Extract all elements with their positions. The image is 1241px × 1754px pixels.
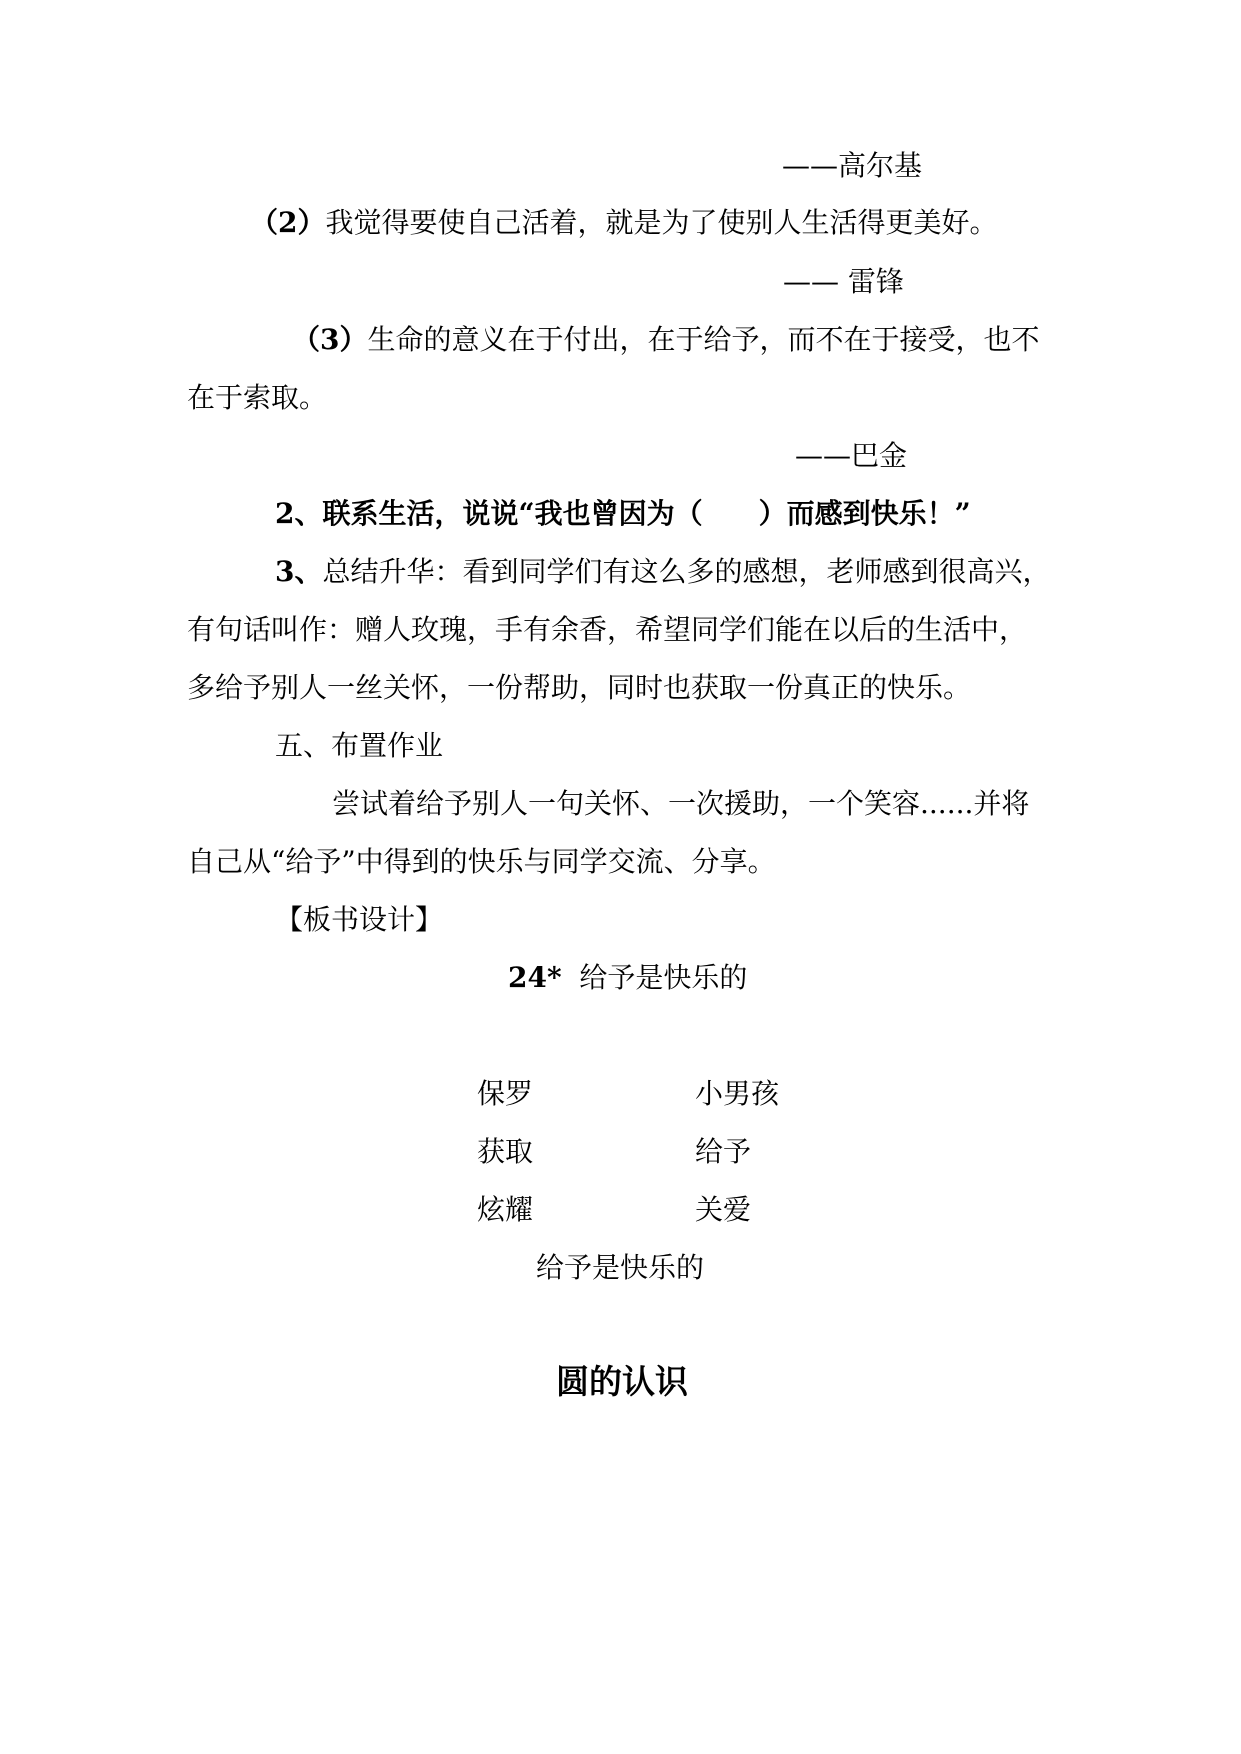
quote3-attribution: ——巴金 [795,439,908,472]
board-conclusion: 给予是快乐的 [536,1251,705,1284]
quote1-attribution: ——高尔基 [782,149,923,182]
board-title-number: 24* [508,961,562,994]
step2-number: 2、 [275,497,323,530]
homework-line1: 尝试着给予别人一句关怀、一次援助，一个笑容......并将 [332,787,1030,820]
quote3-number: （3） [292,323,368,356]
quote3-paragraph [292,320,1040,360]
quote2-number: （2） [250,206,326,239]
step3-number: 3、 [275,555,323,588]
step3-line2: 有句话叫作：赠人玫瑰，手有余香，希望同学们能在以后的生活中， [187,613,1028,646]
board-title-text: 给予是快乐的 [579,961,748,994]
board-row-right: 小男孩 [695,1077,780,1110]
quote2-attribution: —— 雷锋 [783,265,904,298]
step3-line3: 多给予别人一丝关怀，一份帮助，同时也获取一份真正的快乐。 [187,671,972,704]
next-lesson-title: 圆的认识 [556,1362,688,1401]
board-row-right: 关爱 [695,1193,752,1226]
board-row-left: 获取 [477,1135,534,1168]
board-row-left: 保罗 [477,1077,534,1110]
board-row-right: 给予 [695,1135,752,1168]
homework-line2: 自己从“给予”中得到的快乐与同学交流、分享。 [187,845,776,878]
step3-paragraph [275,552,1051,592]
quote3-line2: 在于索取。 [187,381,328,414]
homework-heading: 五、布置作业 [275,729,444,762]
quote3-line1: 生命的意义在于付出，在于给予，而不在于接受，也不 [367,323,1040,356]
step2-text: 联系生活，说说“我也曾因为（ ）而感到快乐！” [322,497,971,530]
board-row-left: 炫耀 [477,1193,534,1226]
board-title [508,958,747,998]
quote2-text: 我觉得要使自己活着，就是为了使别人生活得更美好。 [325,206,998,239]
step2-paragraph [275,494,971,534]
step3-line1: 总结升华：看到同学们有这么多的感想，老师感到很高兴， [322,555,1051,588]
quote2-paragraph [250,203,998,243]
board-heading: 【板书设计】 [275,903,444,936]
